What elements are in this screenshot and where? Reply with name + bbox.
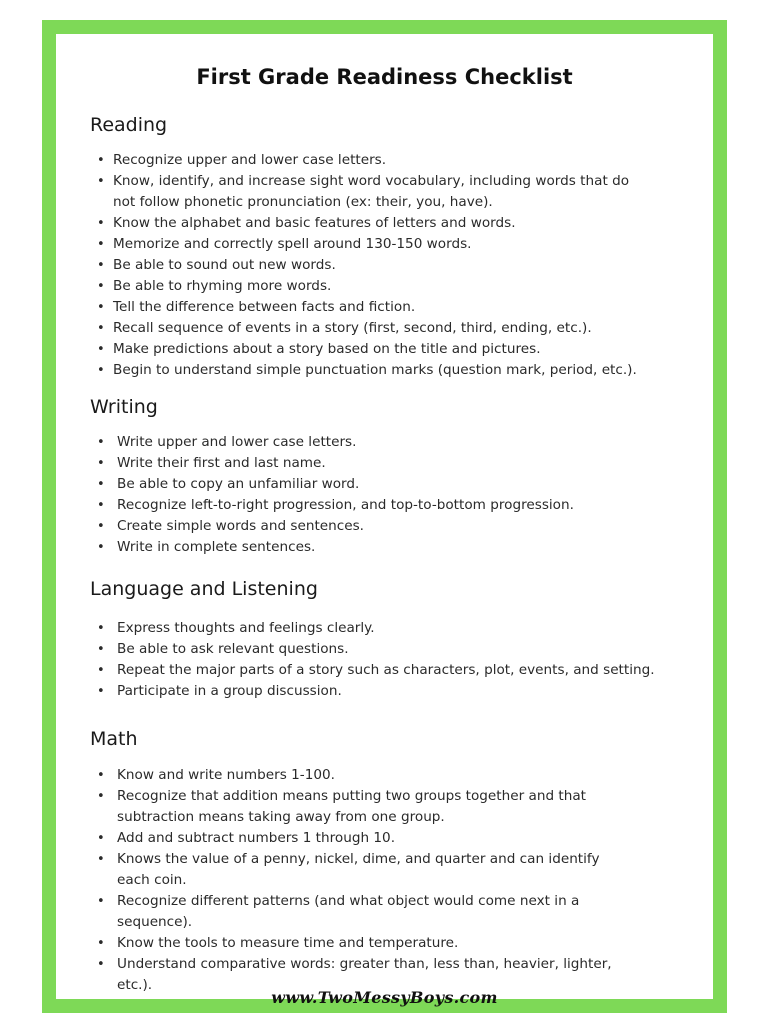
list-item-text: Know the alphabet and basic features of letters and words. xyxy=(113,215,516,231)
list-item xyxy=(93,891,633,933)
list-item-text: Add and subtract numbers 1 through 10. xyxy=(117,830,396,846)
list-item-text: Write in complete sentences. xyxy=(117,539,316,555)
language-and-listening-list xyxy=(93,618,663,702)
list-item xyxy=(93,432,653,453)
bullet-icon: • xyxy=(97,279,105,294)
website-url-footer: www.TwoMessyBoys.com xyxy=(271,988,498,1007)
list-item xyxy=(93,213,653,234)
list-item xyxy=(93,297,653,318)
list-item-text: Make predictions about a story based on the title and pictures. xyxy=(113,341,541,357)
list-item xyxy=(93,495,653,516)
bullet-icon: • xyxy=(97,456,105,471)
list-item-text: Express thoughts and feelings clearly. xyxy=(117,620,375,636)
list-item xyxy=(93,360,653,381)
list-item xyxy=(93,339,653,360)
bullet-icon: • xyxy=(97,663,105,678)
writing-list xyxy=(93,432,653,558)
list-item-text: Knows the value of a penny, nickel, dime, and quarter and can identify each coin. xyxy=(117,851,600,888)
list-item xyxy=(93,171,653,213)
list-item xyxy=(93,828,633,849)
bullet-icon: • xyxy=(97,258,105,273)
bullet-icon: • xyxy=(97,684,105,699)
list-item-text: Recognize different patterns (and what object would come next in a sequence). xyxy=(117,893,580,930)
list-item-text: Be able to copy an unfamiliar word. xyxy=(117,476,360,492)
bullet-icon: • xyxy=(97,321,105,336)
bullet-icon: • xyxy=(97,237,105,252)
list-item-text: Participate in a group discussion. xyxy=(117,683,342,699)
list-item-text: Understand comparative words: greater than, less than, heavier, lighter, etc.). xyxy=(117,956,612,993)
list-item-text: Recognize that addition means putting two groups together and that subtraction means taking away from one group. xyxy=(117,788,587,825)
list-item-text: Recall sequence of events in a story (first, second, third, ending, etc.). xyxy=(113,320,592,336)
bullet-icon: • xyxy=(97,894,105,909)
list-item xyxy=(93,660,663,681)
bullet-icon: • xyxy=(97,852,105,867)
list-item xyxy=(93,681,663,702)
bullet-icon: • xyxy=(97,498,105,513)
bullet-icon: • xyxy=(97,768,105,783)
list-item xyxy=(93,318,653,339)
list-item-text: Write upper and lower case letters. xyxy=(117,434,357,450)
bullet-icon: • xyxy=(97,342,105,357)
list-item-text: Recognize left-to-right progression, and top-to-bottom progression. xyxy=(117,497,574,513)
list-item xyxy=(93,765,633,786)
section-heading-math: Math xyxy=(90,728,138,750)
math-list xyxy=(93,765,633,996)
list-item xyxy=(93,255,653,276)
bullet-icon: • xyxy=(97,174,105,189)
section-heading-language-and-listening: Language and Listening xyxy=(90,578,318,600)
list-item xyxy=(93,150,653,171)
list-item-text: Create simple words and sentences. xyxy=(117,518,365,534)
list-item xyxy=(93,276,653,297)
list-item xyxy=(93,849,633,891)
bullet-icon: • xyxy=(97,153,105,168)
list-item-text: Know, identify, and increase sight word vocabulary, including words that do not follow phonetic pronunciation (ex: their, you, have). xyxy=(113,173,630,210)
bullet-icon: • xyxy=(97,519,105,534)
bullet-icon: • xyxy=(97,936,105,951)
section-heading-reading: Reading xyxy=(90,114,168,136)
list-item xyxy=(93,618,663,639)
bullet-icon: • xyxy=(97,789,105,804)
list-item xyxy=(93,537,653,558)
list-item xyxy=(93,516,653,537)
list-item-text: Be able to sound out new words. xyxy=(113,257,336,273)
list-item xyxy=(93,933,633,954)
page-border-frame xyxy=(42,20,727,1013)
bullet-icon: • xyxy=(97,435,105,450)
list-item xyxy=(93,453,653,474)
list-item-text: Recognize upper and lower case letters. xyxy=(113,152,387,168)
section-heading-writing: Writing xyxy=(90,396,158,418)
list-item-text: Write their first and last name. xyxy=(117,455,326,471)
list-item xyxy=(93,639,663,660)
bullet-icon: • xyxy=(97,363,105,378)
list-item-text: Know and write numbers 1-100. xyxy=(117,767,335,783)
bullet-icon: • xyxy=(97,216,105,231)
list-item-text: Know the tools to measure time and temperature. xyxy=(117,935,459,951)
list-item-text: Tell the difference between facts and fiction. xyxy=(113,299,416,315)
bullet-icon: • xyxy=(97,621,105,636)
list-item-text: Repeat the major parts of a story such as characters, plot, events, and setting. xyxy=(117,662,655,678)
list-item xyxy=(93,234,653,255)
bullet-icon: • xyxy=(97,831,105,846)
list-item-text: Memorize and correctly spell around 130-150 words. xyxy=(113,236,472,252)
list-item xyxy=(93,786,633,828)
page-title: First Grade Readiness Checklist xyxy=(196,65,573,89)
reading-list xyxy=(93,150,653,381)
bullet-icon: • xyxy=(97,477,105,492)
list-item-text: Be able to ask relevant questions. xyxy=(117,641,349,657)
bullet-icon: • xyxy=(97,540,105,555)
bullet-icon: • xyxy=(97,300,105,315)
bullet-icon: • xyxy=(97,957,105,972)
list-item-text: Begin to understand simple punctuation marks (question mark, period, etc.). xyxy=(113,362,637,378)
list-item xyxy=(93,474,653,495)
bullet-icon: • xyxy=(97,642,105,657)
list-item-text: Be able to rhyming more words. xyxy=(113,278,332,294)
